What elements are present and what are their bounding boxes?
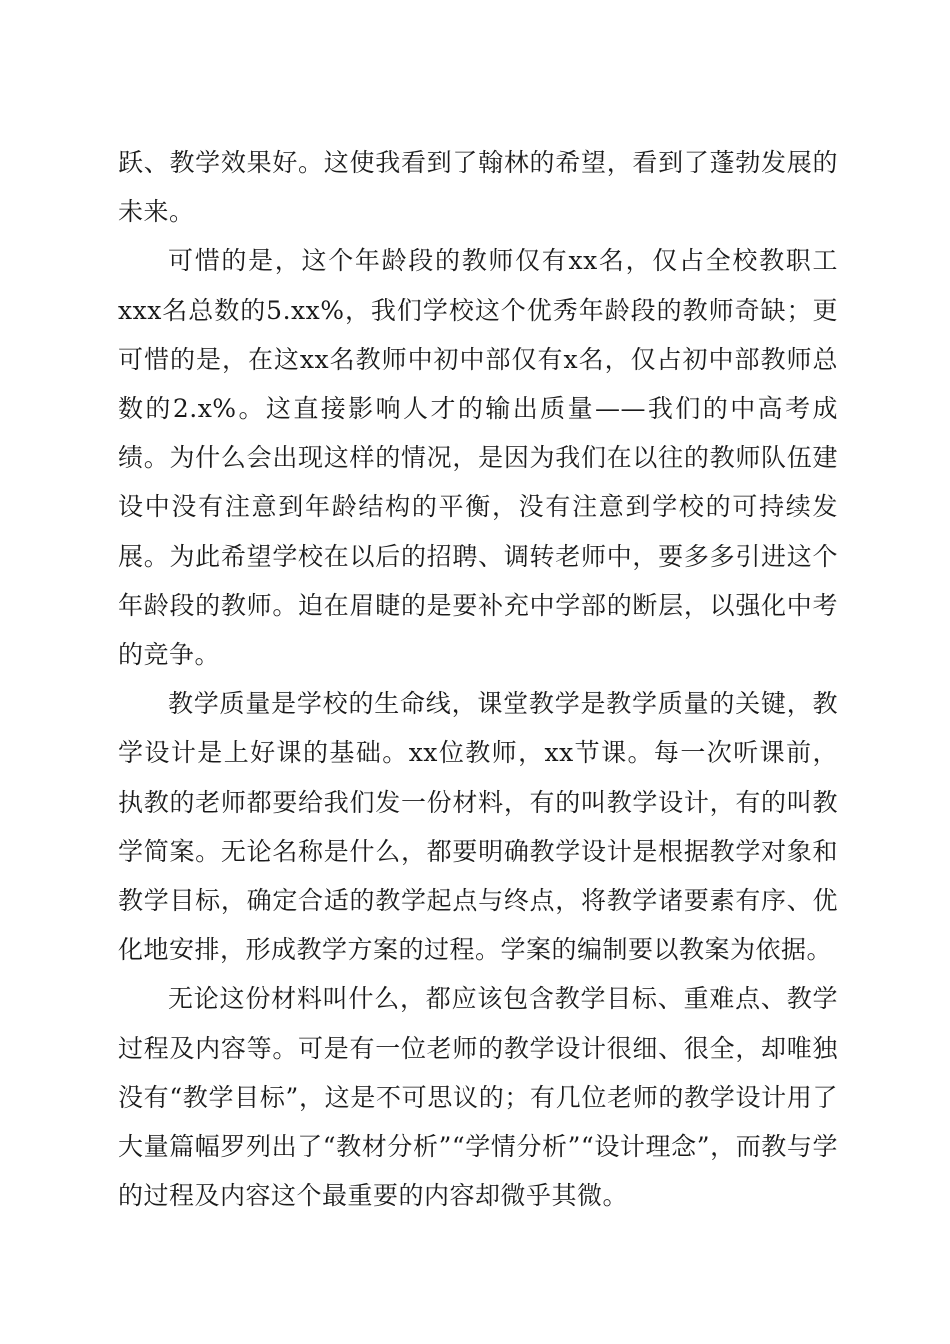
document-body <box>118 138 838 1220</box>
paragraph-3: 教学质量是学校的生命线，课堂教学是教学质量的关键，教学设计是上好课的基础。xx位教师，xx节课。每一次听课前，执教的老师都要给我们发一份材料，有的叫教学设计，有的叫教学简案。无论名称是什么，都要明确教学设计是根据教学对象和教学目标，确定合适的教学起点与终点，将教学诸要素有序、优化地安排，形成教学方案的过程。学案的编制要以教案为依据。 <box>118 689 838 965</box>
paragraph-2: 可惜的是，这个年龄段的教师仅有xx名，仅占全校教职工xxx名总数的5.xx%，我们学校这个优秀年龄段的教师奇缺；更可惜的是，在这xx名教师中初中部仅有x名，仅占初中部教师总数的2.x%。这直接影响人才的输出质量——我们的中高考成绩。为什么会出现这样的情况，是因为我们在以往的教师队伍建设中没有注意到年龄结构的平衡，没有注意到学校的可持续发展。为此希望学校在以后的招聘、调转老师中，要多多引进这个年龄段的教师。迫在眉睫的是要补充中学部的断层，以强化中考的竞争。 <box>118 246 838 670</box>
paragraph-4: 无论这份材料叫什么，都应该包含教学目标、重难点、教学过程及内容等。可是有一位老师的教学设计很细、很全，却唯独没有“教学目标”，这是不可思议的；有几位老师的教学设计用了大量篇幅罗列出了“教材分析”“学情分析”“设计理念”，而教与学的过程及内容这个最重要的内容却微乎其微。 <box>118 984 838 1211</box>
paragraph-1: 跃、教学效果好。这使我看到了翰林的希望，看到了蓬勃发展的未来。 <box>118 148 838 227</box>
